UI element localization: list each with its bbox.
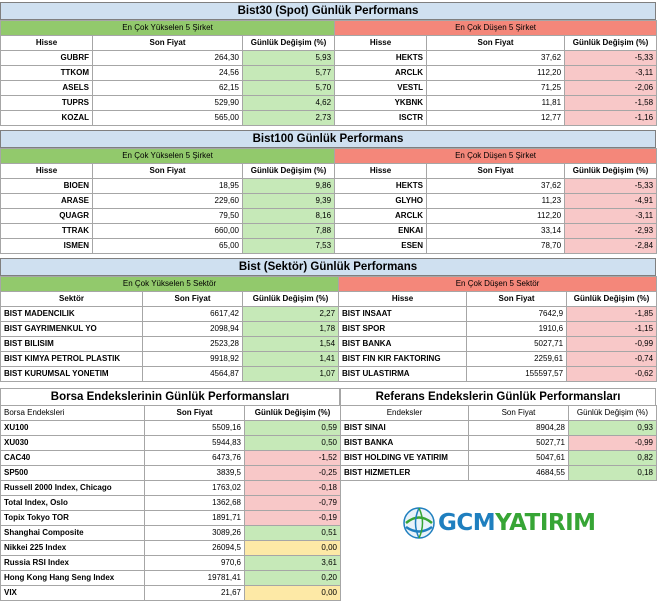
- table-row: [1, 224, 657, 239]
- sector-price: 6617,42: [143, 307, 243, 322]
- stock-price: 65,00: [93, 239, 243, 254]
- table-row: [1, 511, 341, 526]
- table-row: [1, 307, 657, 322]
- sector-name: BIST BILISIM: [1, 337, 143, 352]
- table-row: [1, 541, 341, 556]
- col-header: Hisse: [1, 164, 93, 179]
- ref-index-price: 5047,61: [469, 451, 569, 466]
- stock-change: 4,62: [243, 96, 335, 111]
- table-row: [1, 421, 341, 436]
- index-name: Total Index, Oslo: [1, 496, 145, 511]
- sector-title: Bist (Sektör) Günlük Performans: [0, 258, 656, 276]
- index-name: Shanghai Composite: [1, 526, 145, 541]
- sector-price: 7642,9: [467, 307, 567, 322]
- stock-change: -4,91: [565, 194, 657, 209]
- sector-change: -0,62: [567, 367, 657, 382]
- table-row: [1, 367, 657, 382]
- index-change: -1,52: [245, 451, 341, 466]
- sector-change: -0,74: [567, 352, 657, 367]
- stock-name: QUAGR: [1, 209, 93, 224]
- sector-name: BIST BANKA: [339, 337, 467, 352]
- stock-change: -2,93: [565, 224, 657, 239]
- stock-name: TTRAK: [1, 224, 93, 239]
- ref-index-name: BIST HIZMETLER: [341, 466, 469, 481]
- stock-name: ASELS: [1, 81, 93, 96]
- col-header: Günlük Değişim (%): [243, 292, 339, 307]
- stock-name: ENKAI: [335, 224, 427, 239]
- stock-price: 62,15: [93, 81, 243, 96]
- col-header: Hisse: [339, 292, 467, 307]
- sector-change: 1,41: [243, 352, 339, 367]
- index-price: 1763,02: [145, 481, 245, 496]
- index-name: Russell 2000 Index, Chicago: [1, 481, 145, 496]
- stock-change: -5,33: [565, 179, 657, 194]
- table-row: [1, 352, 657, 367]
- sector-price: 9918,92: [143, 352, 243, 367]
- stock-change: -3,11: [565, 66, 657, 81]
- referans-title: Referans Endekslerin Günlük Performansları: [340, 388, 656, 406]
- index-name: SP500: [1, 466, 145, 481]
- index-price: 5509,16: [145, 421, 245, 436]
- index-name: VIX: [1, 586, 145, 601]
- stock-change: 9,86: [243, 179, 335, 194]
- col-header: Son Fiyat: [427, 36, 565, 51]
- col-header: Hisse: [335, 164, 427, 179]
- table-row: [1, 179, 657, 194]
- logo-text-gcm: GCM: [438, 510, 496, 536]
- stock-change: 2,73: [243, 111, 335, 126]
- table-row: [1, 111, 657, 126]
- sector-name: BIST GAYRIMENKUL YO: [1, 322, 143, 337]
- stock-price: 33,14: [427, 224, 565, 239]
- stock-change: -1,16: [565, 111, 657, 126]
- sector-gain-header: En Çok Yükselen 5 Sektör: [1, 277, 339, 292]
- col-header: Günlük Değişim (%): [243, 36, 335, 51]
- stock-name: TUPRS: [1, 96, 93, 111]
- index-name: Nikkei 225 Index: [1, 541, 145, 556]
- ref-index-price: 5027,71: [469, 436, 569, 451]
- col-header: Borsa Endeksleri: [1, 406, 145, 421]
- index-change: -0,25: [245, 466, 341, 481]
- table-row: [1, 66, 657, 81]
- stock-name: GLYHO: [335, 194, 427, 209]
- index-change: 0,00: [245, 586, 341, 601]
- stock-price: 112,20: [427, 209, 565, 224]
- table-row: [1, 322, 657, 337]
- globe-icon: [402, 506, 436, 540]
- col-header: Son Fiyat: [469, 406, 569, 421]
- sector-change: 1,78: [243, 322, 339, 337]
- index-change: -0,18: [245, 481, 341, 496]
- bist30-loss-header: En Çok Düşen 5 Şirket: [335, 21, 657, 36]
- sector-price: 5027,71: [467, 337, 567, 352]
- stock-name: ISCTR: [335, 111, 427, 126]
- bist30-gain-header: En Çok Yükselen 5 Şirket: [1, 21, 335, 36]
- stock-change: 5,70: [243, 81, 335, 96]
- stock-name: ARASE: [1, 194, 93, 209]
- stock-name: HEKTS: [335, 51, 427, 66]
- table-row: [1, 194, 657, 209]
- sector-change: 1,07: [243, 367, 339, 382]
- stock-name: ARCLK: [335, 66, 427, 81]
- col-header: Son Fiyat: [143, 292, 243, 307]
- table-row: [1, 337, 657, 352]
- ref-index-change: -0,99: [569, 436, 657, 451]
- stock-price: 264,30: [93, 51, 243, 66]
- stock-price: 37,62: [427, 179, 565, 194]
- stock-price: 78,70: [427, 239, 565, 254]
- col-header: Son Fiyat: [93, 164, 243, 179]
- col-header: Son Fiyat: [145, 406, 245, 421]
- stock-change: 7,88: [243, 224, 335, 239]
- sector-name: BIST KURUMSAL YONETIM: [1, 367, 143, 382]
- table-row: [341, 421, 657, 436]
- stock-name: ESEN: [335, 239, 427, 254]
- table-row: [1, 466, 341, 481]
- sector-name: BIST ULASTIRMA: [339, 367, 467, 382]
- index-name: Hong Kong Hang Seng Index: [1, 571, 145, 586]
- index-change: 0,00: [245, 541, 341, 556]
- bist100-gain-header: En Çok Yükselen 5 Şirket: [1, 149, 335, 164]
- sector-price: 155597,57: [467, 367, 567, 382]
- index-price: 21,67: [145, 586, 245, 601]
- stock-change: 5,93: [243, 51, 335, 66]
- index-change: 0,59: [245, 421, 341, 436]
- table-row: [341, 451, 657, 466]
- table-row: [1, 239, 657, 254]
- index-price: 6473,76: [145, 451, 245, 466]
- logo-text-yatirim: YATIRIM: [495, 510, 596, 536]
- table-row: [1, 526, 341, 541]
- index-price: 5944,83: [145, 436, 245, 451]
- ref-index-change: 0,18: [569, 466, 657, 481]
- sector-change: -0,99: [567, 337, 657, 352]
- table-row: [341, 466, 657, 481]
- logo-text: [438, 510, 596, 536]
- stock-name: GUBRF: [1, 51, 93, 66]
- index-change: 0,20: [245, 571, 341, 586]
- sector-change: 2,27: [243, 307, 339, 322]
- bist30-section: [0, 2, 657, 126]
- index-change: 0,51: [245, 526, 341, 541]
- stock-name: ARCLK: [335, 209, 427, 224]
- index-price: 1891,71: [145, 511, 245, 526]
- stock-name: HEKTS: [335, 179, 427, 194]
- index-price: 970,6: [145, 556, 245, 571]
- bist100-section: [0, 130, 657, 254]
- index-change: 0,50: [245, 436, 341, 451]
- index-name: Topix Tokyo TOR: [1, 511, 145, 526]
- col-header: Hisse: [1, 36, 93, 51]
- index-price: 26094,5: [145, 541, 245, 556]
- col-header: Günlük Değişim (%): [569, 406, 657, 421]
- stock-change: 5,77: [243, 66, 335, 81]
- table-row: [1, 481, 341, 496]
- index-price: 19781,41: [145, 571, 245, 586]
- col-header: Günlük Değişim (%): [565, 36, 657, 51]
- stock-price: 18,95: [93, 179, 243, 194]
- stock-name: ISMEN: [1, 239, 93, 254]
- stock-price: 71,25: [427, 81, 565, 96]
- col-header: Günlük Değişim (%): [567, 292, 657, 307]
- index-price: 3089,26: [145, 526, 245, 541]
- sector-name: BIST SPOR: [339, 322, 467, 337]
- col-header: Son Fiyat: [427, 164, 565, 179]
- stock-change: 8,16: [243, 209, 335, 224]
- index-name: XU030: [1, 436, 145, 451]
- sector-table: [0, 276, 657, 382]
- ref-index-name: BIST SINAI: [341, 421, 469, 436]
- bist30-table: [0, 20, 657, 126]
- sector-name: BIST MADENCILIK: [1, 307, 143, 322]
- stock-change: 7,53: [243, 239, 335, 254]
- borsa-title: Borsa Endekslerinin Günlük Performansları: [0, 388, 340, 406]
- stock-name: KOZAL: [1, 111, 93, 126]
- stock-change: -1,58: [565, 96, 657, 111]
- table-row: [341, 436, 657, 451]
- col-header: Hisse: [335, 36, 427, 51]
- index-change: 3,61: [245, 556, 341, 571]
- sector-change: 1,54: [243, 337, 339, 352]
- stock-price: 565,00: [93, 111, 243, 126]
- sector-price: 4564,87: [143, 367, 243, 382]
- borsa-section: [0, 405, 341, 601]
- sector-loss-header: En Çok Düşen 5 Sektör: [339, 277, 657, 292]
- stock-change: -2,06: [565, 81, 657, 96]
- sector-price: 2098,94: [143, 322, 243, 337]
- index-price: 3839,5: [145, 466, 245, 481]
- col-header: Endeksler: [341, 406, 469, 421]
- bist100-title: Bist100 Günlük Performans: [0, 130, 656, 148]
- borsa-table: [0, 405, 341, 601]
- col-header: Son Fiyat: [467, 292, 567, 307]
- stock-change: -5,33: [565, 51, 657, 66]
- table-row: [1, 96, 657, 111]
- col-header: Son Fiyat: [93, 36, 243, 51]
- ref-index-name: BIST BANKA: [341, 436, 469, 451]
- stock-price: 11,23: [427, 194, 565, 209]
- index-name: Russia RSI Index: [1, 556, 145, 571]
- table-row: [1, 436, 341, 451]
- sector-price: 1910,6: [467, 322, 567, 337]
- stock-price: 12,77: [427, 111, 565, 126]
- table-row: [1, 81, 657, 96]
- stock-name: VESTL: [335, 81, 427, 96]
- table-row: [1, 209, 657, 224]
- stock-price: 229,60: [93, 194, 243, 209]
- sector-name: BIST KIMYA PETROL PLASTIK: [1, 352, 143, 367]
- bist30-title: Bist30 (Spot) Günlük Performans: [0, 2, 656, 20]
- sector-name: BIST FIN KIR FAKTORING: [339, 352, 467, 367]
- referans-table: [340, 405, 657, 481]
- sector-change: -1,85: [567, 307, 657, 322]
- table-row: [1, 586, 341, 601]
- stock-name: YKBNK: [335, 96, 427, 111]
- stock-price: 660,00: [93, 224, 243, 239]
- col-header: Sektör: [1, 292, 143, 307]
- ref-index-price: 4684,55: [469, 466, 569, 481]
- ref-index-change: 0,82: [569, 451, 657, 466]
- stock-price: 24,56: [93, 66, 243, 81]
- bist100-table: [0, 148, 657, 254]
- stock-price: 112,20: [427, 66, 565, 81]
- stock-price: 529,90: [93, 96, 243, 111]
- ref-index-change: 0,93: [569, 421, 657, 436]
- stock-name: BIOEN: [1, 179, 93, 194]
- stock-name: TTKOM: [1, 66, 93, 81]
- table-row: [1, 571, 341, 586]
- sector-change: -1,15: [567, 322, 657, 337]
- stock-change: -3,11: [565, 209, 657, 224]
- sector-section: [0, 258, 657, 382]
- bist100-loss-header: En Çok Düşen 5 Şirket: [335, 149, 657, 164]
- sector-price: 2523,28: [143, 337, 243, 352]
- gcm-yatirim-logo: [402, 505, 596, 541]
- index-price: 1362,68: [145, 496, 245, 511]
- stock-price: 11,81: [427, 96, 565, 111]
- referans-section: [340, 405, 657, 481]
- index-name: XU100: [1, 421, 145, 436]
- sector-price: 2259,61: [467, 352, 567, 367]
- col-header: Günlük Değişim (%): [243, 164, 335, 179]
- col-header: Günlük Değişim (%): [245, 406, 341, 421]
- stock-change: -2,84: [565, 239, 657, 254]
- stock-price: 37,62: [427, 51, 565, 66]
- index-name: CAC40: [1, 451, 145, 466]
- ref-index-price: 8904,28: [469, 421, 569, 436]
- col-header: Günlük Değişim (%): [565, 164, 657, 179]
- ref-index-name: BIST HOLDING VE YATIRIM: [341, 451, 469, 466]
- table-row: [1, 51, 657, 66]
- sector-name: BIST INSAAT: [339, 307, 467, 322]
- stock-price: 79,50: [93, 209, 243, 224]
- table-row: [1, 496, 341, 511]
- index-change: -0,79: [245, 496, 341, 511]
- table-row: [1, 556, 341, 571]
- table-row: [1, 451, 341, 466]
- index-change: -0,19: [245, 511, 341, 526]
- stock-change: 9,39: [243, 194, 335, 209]
